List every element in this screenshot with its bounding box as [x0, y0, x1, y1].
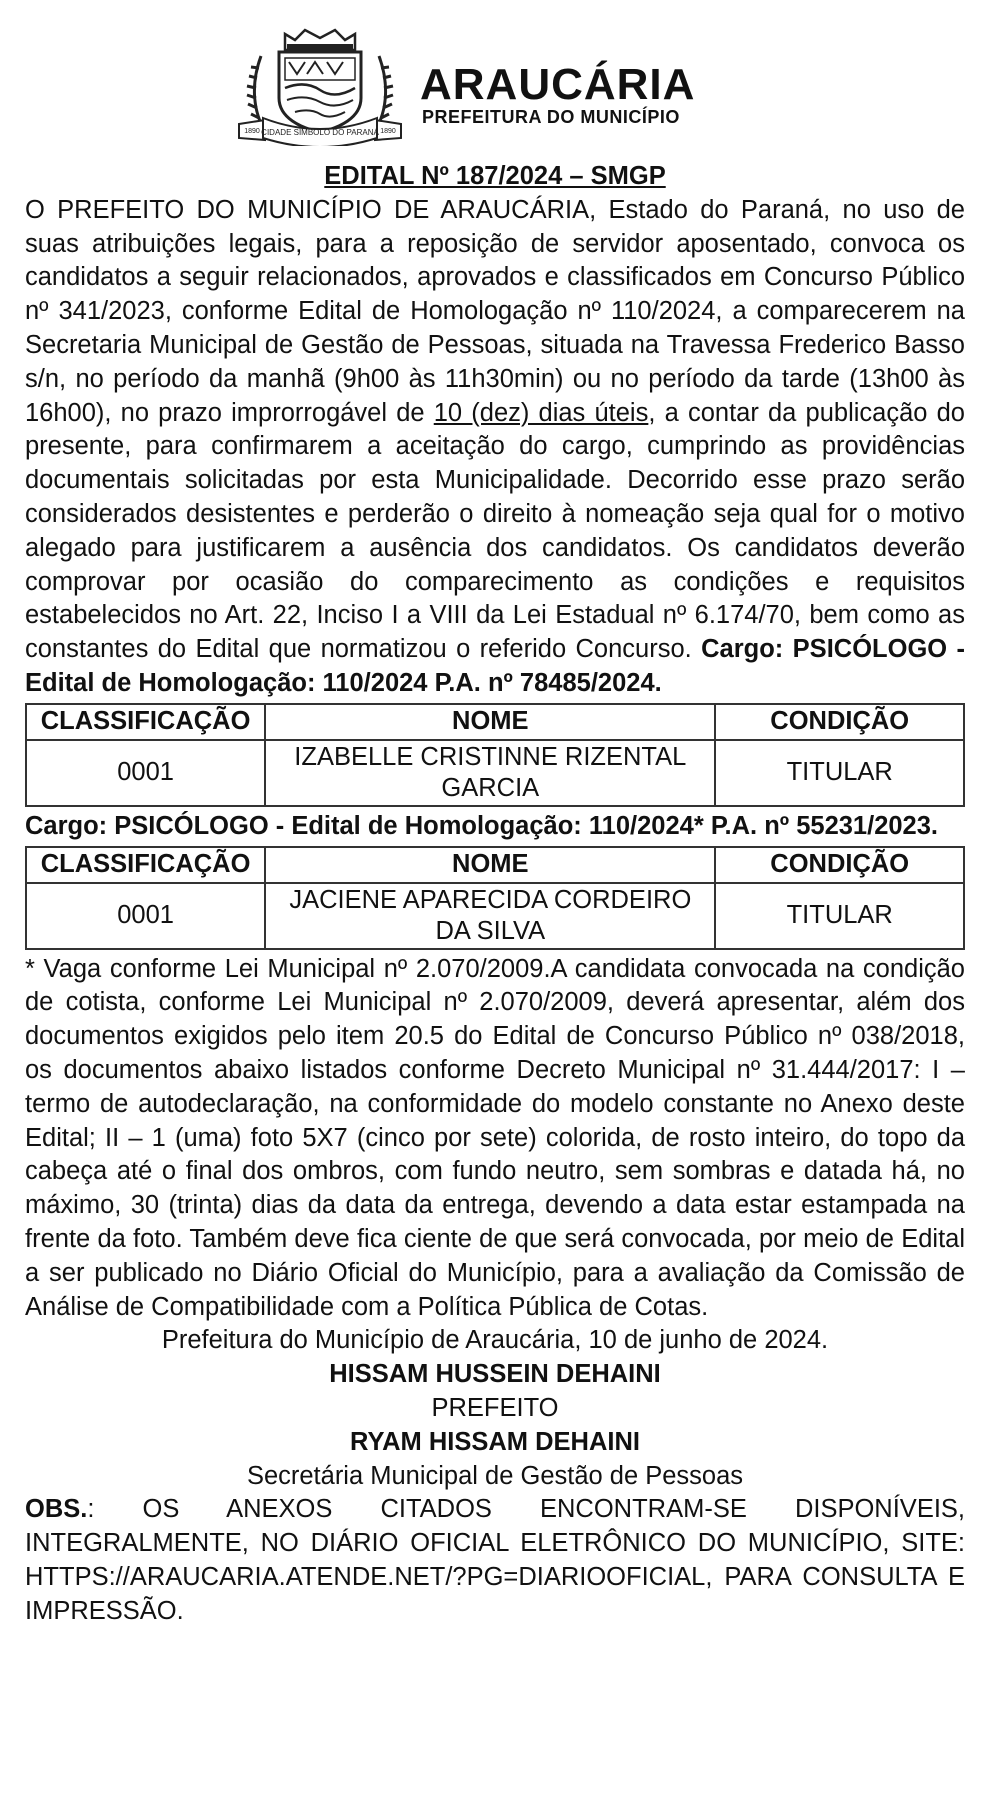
cargo-2-heading: Cargo: PSICÓLOGO - Edital de Homologação: 110/2024* P.A. nº 55231/2023. — [25, 811, 939, 840]
table-header-row — [26, 704, 964, 740]
footnote: * Vaga conforme Lei Municipal nº 2.070/2009.A candidata convocada na condição de cotista, conforme Lei Municipal nº 2.070/2009, deverá apresentar, além dos documentos exigidos pelo item 20.5 do Edital de Concurso Público nº 038/2018, os documentos abaixo listados conforme Decreto Municipal nº 31.444/2017: I – termo de autodeclaração, na conformidade do modelo constante no Anexo deste Edital; II – 1 (uma) foto 5X7 (cinco por sete) colorida, de rosto inteiro, do topo da cabeça até o final dos ombros, com fundo neutro, sem sombras e datada há, no máximo, 30 (trinta) dias da data da entrega, devendo a data estar estampada na frente da foto. Também deve fica ciente de que será convocada, por meio de Edital a ser publicado no Diário Oficial do Município, para a avaliação da Comissão de Análise de Compatibilidade com a Política Pública de Cotas. — [25, 954, 965, 1321]
column-header-classificacao: CLASSIFICAÇÃO — [26, 704, 265, 740]
secretary-title: Secretária Municipal de Gestão de Pessoas — [246, 1461, 744, 1490]
obs-paragraph — [25, 1493, 965, 1628]
cell-nome: IZABELLE CRISTINNE RIZENTAL GARCIA — [265, 740, 715, 806]
intro-text-continued: , a contar da publicação do presente, para confirmarem a aceitação do cargo, cumprindo as providências documentais solicitadas por esta Municipalidade. Decorrido esse prazo serão considerados desistentes e perderão o direito à nomeação seja qual for o motivo alegado para justificarem a ausência dos candidatos. Os candidatos deverão comprovar por ocasião do comparecimento as condições e requisitos estabelecidos no Art. 22, Inciso I a VIII da Lei Estadual nº 6.174/70, bem como as constantes do Edital que normatizou o referido Concurso. — [25, 398, 965, 664]
mayor-name: HISSAM HUSSEIN DEHAINI — [329, 1360, 661, 1389]
obs-label: OBS. — [25, 1495, 88, 1524]
deadline-text: 10 (dez) dias úteis — [433, 398, 649, 427]
column-header-classificacao: CLASSIFICAÇÃO — [26, 847, 265, 883]
obs-text: : OS ANEXOS CITADOS ENCONTRAM-SE DISPONÍVEIS, INTEGRALMENTE, NO DIÁRIO OFICIAL ELETRÔNICO DO MUNICÍPIO, SITE: HTTPS://ARAUCARIA.ATENDE.NET/?PG=DIARIOOFICIAL, PARA CONSULTA E IMPRESSÃO. — [25, 1495, 965, 1625]
table-row — [26, 740, 964, 806]
brand — [420, 60, 696, 127]
intro-text: O PREFEITO DO MUNICÍPIO DE ARAUCÁRIA, Estado do Paraná, no uso de suas atribuições legais, para a reposição de servidor aposentado, convoca os candidatos a seguir relacionados, aprovados e classificados em Concurso Público nº 341/2023, conforme Edital de Homologação nº 110/2024, a comparecerem na Secretaria Municipal de Gestão de Pessoas, situada na Travessa Frederico Basso s/n, no período da manhã (9h00 às 11h30min) ou no período da tarde (13h00 às 16h00), no prazo improrrogável de — [25, 195, 965, 427]
column-header-nome: NOME — [265, 704, 715, 740]
mayor-title: PREFEITO — [431, 1393, 559, 1422]
coat-of-arms-icon — [235, 28, 405, 146]
column-header-condicao: CONDIÇÃO — [715, 704, 964, 740]
cell-classificacao: 0001 — [26, 883, 265, 949]
place-date: Prefeitura do Município de Araucária, 10 de junho de 2024. — [161, 1326, 829, 1355]
column-header-nome: NOME — [265, 847, 715, 883]
table-header-row — [26, 847, 964, 883]
edital-title: EDITAL Nº 187/2024 – SMGP — [324, 162, 666, 190]
cell-classificacao: 0001 — [26, 740, 265, 806]
secretary-name: RYAM HISSAM DEHAINI — [350, 1427, 640, 1456]
cell-condicao: TITULAR — [715, 740, 964, 806]
candidates-table-2 — [25, 846, 965, 950]
edital-content — [25, 160, 965, 1628]
table-row — [26, 883, 964, 949]
brand-subtitle: PREFEITURA DO MUNICÍPIO — [422, 107, 680, 127]
cell-condicao: TITULAR — [715, 883, 964, 949]
candidates-table-1 — [25, 703, 965, 807]
column-header-condicao: CONDIÇÃO — [715, 847, 964, 883]
header — [235, 28, 755, 146]
seal-ribbon-text: CIDADE SÍMBOLO DO PARANÁ — [261, 128, 379, 137]
cell-nome: JACIENE APARECIDA CORDEIRO DA SILVA — [265, 883, 715, 949]
brand-name: ARAUCÁRIA — [420, 60, 696, 109]
seal-year-left: 1890 — [244, 128, 260, 135]
cargo-1-heading: Cargo: PSICÓLOGO - Edital de Homologação: 110/2024 P.A. nº 78485/2024. — [25, 635, 965, 697]
intro-paragraph — [25, 194, 965, 701]
seal-year-right: 1890 — [380, 128, 396, 135]
